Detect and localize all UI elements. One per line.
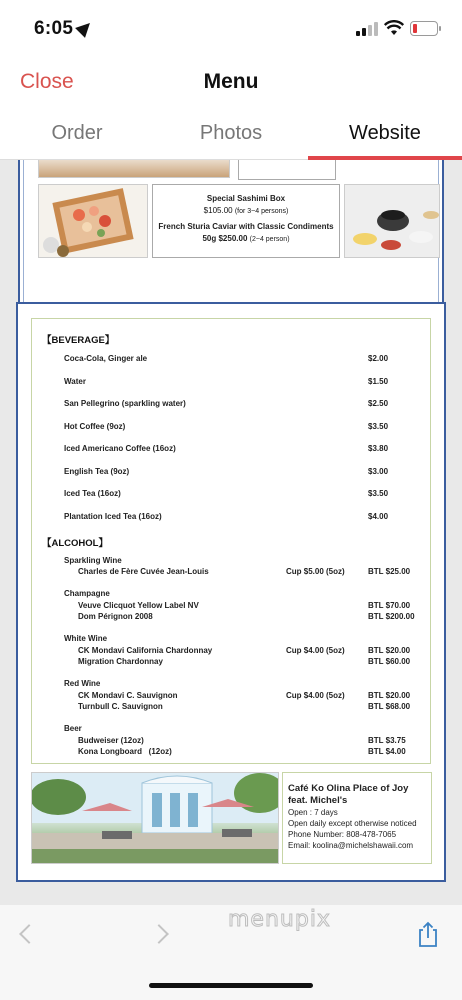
sashimi-box-photo xyxy=(38,184,148,258)
alcohol-item-name: Migration Chardonnay xyxy=(78,657,163,666)
beverage-item-price: $3.80 xyxy=(368,444,389,453)
alcohol-item-btl: BTL $4.00 xyxy=(368,747,406,756)
cafe-name: Café Ko Olina Place of Joy xyxy=(288,783,409,794)
alcohol-item-name: CK Mondavi C. Sauvignon xyxy=(78,691,178,700)
beverage-item-name: Coca-Cola, Ginger ale xyxy=(64,354,148,363)
beverage-item-name: Plantation Iced Tea (16oz) xyxy=(64,512,162,521)
alcohol-item-cup: Cup $4.00 (5oz) xyxy=(286,646,345,655)
beverage-item-price: $3.50 xyxy=(368,489,389,498)
home-indicator xyxy=(149,983,313,988)
alcohol-item-cup: Cup $4.00 (5oz) xyxy=(286,691,345,700)
status-time: 6:05 xyxy=(34,18,74,39)
cafe-open: Open : 7 days xyxy=(288,808,338,817)
alcohol-item-btl: BTL $20.00 xyxy=(368,691,411,700)
share-icon[interactable] xyxy=(416,921,440,947)
beverage-item-name: Iced Tea (16oz) xyxy=(64,489,121,498)
alcohol-item-cup: Cup $5.00 (5oz) xyxy=(286,567,345,576)
specials-description xyxy=(152,184,340,258)
location-arrow-icon xyxy=(75,18,95,38)
alcohol-item-name: Veuve Clicquot Yellow Label NV xyxy=(78,601,199,610)
alcohol-item-btl: BTL $25.00 xyxy=(368,567,411,576)
cafe-info xyxy=(282,772,432,864)
beverage-item-price: $3.00 xyxy=(368,467,389,476)
caviar-title: French Sturia Caviar with Classic Condiments xyxy=(158,222,334,231)
caviar-price: $250.00 xyxy=(218,234,248,243)
food-photo-top xyxy=(38,160,230,178)
alcohol-category: Champagne xyxy=(64,589,110,598)
alcohol-item-name: Charles de Fère Cuvée Jean-Louis xyxy=(78,567,209,576)
caviar-note: (2~4 person) xyxy=(249,236,290,243)
alcohol-category: White Wine xyxy=(64,634,108,643)
tab-website[interactable]: Website xyxy=(349,122,421,144)
beverage-item-name: Iced Americano Coffee (16oz) xyxy=(64,444,176,453)
cafe-open-note: Open daily except otherwise noticed xyxy=(288,819,417,828)
browser-toolbar xyxy=(0,905,462,1000)
cafe-phone: Phone Number: 808-478-7065 xyxy=(288,830,397,839)
sashimi-price: $105.00 xyxy=(203,206,233,215)
alcohol-category: Red Wine xyxy=(64,679,101,688)
tab-photos[interactable]: Photos xyxy=(199,122,263,144)
tab-bar xyxy=(0,108,462,160)
beverage-item-name: English Tea (9oz) xyxy=(64,467,130,476)
beverage-heading: 【BEVERAGE】 xyxy=(42,335,115,346)
cafe-photo xyxy=(31,772,279,864)
caviar-size: 50g xyxy=(202,234,217,243)
nav-header xyxy=(0,58,462,108)
tab-order[interactable]: Order xyxy=(51,122,103,144)
menu-page-drinks xyxy=(16,302,446,882)
alcohol-heading: 【ALCOHOL】 xyxy=(42,538,108,549)
alcohol-category: Sparkling Wine xyxy=(64,556,122,565)
back-arrow-icon[interactable] xyxy=(19,924,39,944)
alcohol-item-btl: BTL $70.00 xyxy=(368,601,411,610)
beverage-item-name: Hot Coffee (9oz) xyxy=(64,422,126,431)
alcohol-item-btl: BTL $3.75 xyxy=(368,736,406,745)
battery-icon xyxy=(410,21,438,36)
alcohol-item-name: Budweiser (12oz) xyxy=(78,736,144,745)
close-button[interactable]: Close xyxy=(20,70,74,93)
sashimi-title: Special Sashimi Box xyxy=(206,194,286,203)
forward-arrow-icon[interactable] xyxy=(149,924,169,944)
drinks-menu-frame xyxy=(31,318,431,764)
cellular-signal-icon xyxy=(356,22,378,36)
beverage-item-price: $1.50 xyxy=(368,377,389,386)
beverage-item-price: $4.00 xyxy=(368,512,389,521)
alcohol-item-name: CK Mondavi California Chardonnay xyxy=(78,646,213,655)
page-title: Menu xyxy=(203,70,259,93)
website-content[interactable] xyxy=(0,160,462,905)
alcohol-item-btl: BTL $60.00 xyxy=(368,657,411,666)
cafe-name-feat: feat. Michel's xyxy=(288,795,348,806)
alcohol-item-btl: BTL $200.00 xyxy=(368,612,415,621)
beverage-item-price: $2.50 xyxy=(368,399,389,408)
wifi-icon xyxy=(384,20,404,36)
alcohol-item-name: Dom Pérignon 2008 xyxy=(78,612,153,621)
beverage-item-price: $2.00 xyxy=(368,354,389,363)
alcohol-item-name: Kona Longboard (12oz) xyxy=(78,747,172,756)
beverage-item-name: San Pellegrino (sparkling water) xyxy=(64,399,186,408)
menupix-watermark: menupix xyxy=(228,907,331,932)
caviar-photo xyxy=(344,184,440,258)
alcohol-item-name: Turnbull C. Sauvignon xyxy=(78,702,163,711)
beverage-item-name: Water xyxy=(64,377,86,386)
alcohol-item-btl: BTL $68.00 xyxy=(368,702,411,711)
beverage-item-price: $3.50 xyxy=(368,422,389,431)
cafe-email: Email: koolina@michelshawaii.com xyxy=(288,841,414,850)
sashimi-note: (for 3~4 persons) xyxy=(234,208,289,215)
alcohol-category: Beer xyxy=(64,724,82,733)
status-bar xyxy=(0,0,462,58)
alcohol-item-btl: BTL $20.00 xyxy=(368,646,411,655)
